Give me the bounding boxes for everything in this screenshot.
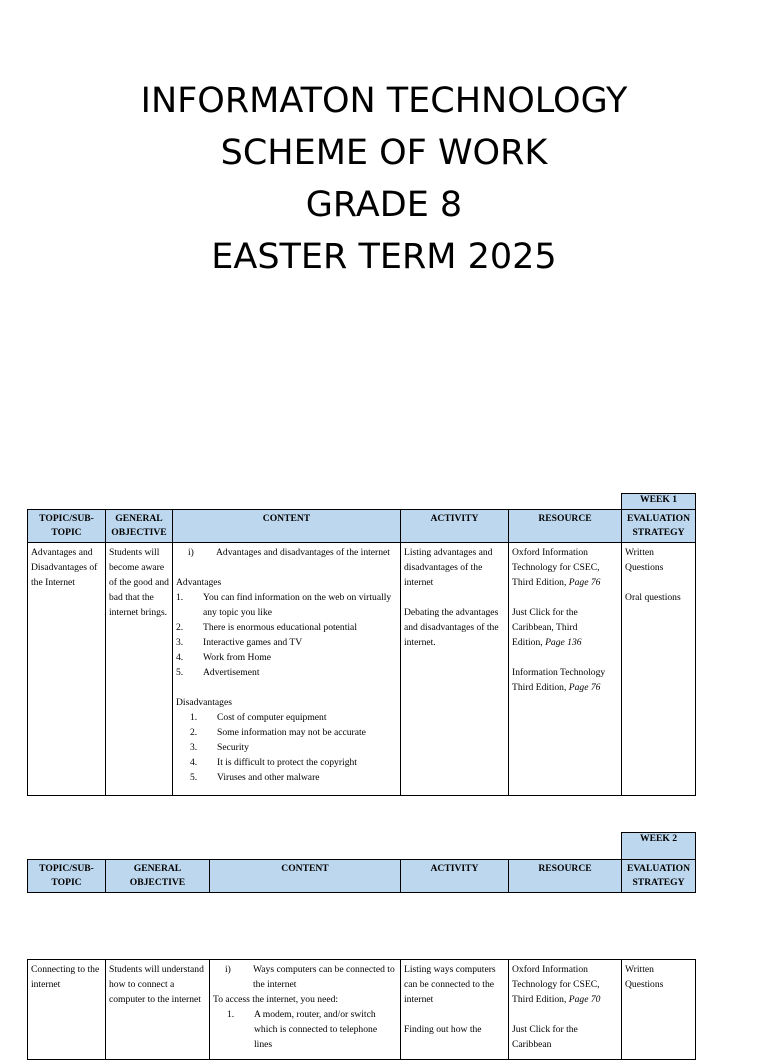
header-activity: ACTIVITY: [401, 860, 509, 893]
week2-header-row: [28, 860, 696, 893]
header-objective: GENERAL OBJECTIVE: [106, 510, 173, 543]
list-item: 2. Some information may not be accurate: [190, 727, 366, 738]
resource-item: Just Click for the Caribbean, Third Edition, Page 136: [512, 607, 582, 648]
list-item: 4. Work from Home: [176, 652, 271, 663]
content-heading: i) Advantages and disadvantages of the internet: [188, 547, 390, 558]
list-item: 2. There is enormous educational potential: [176, 622, 357, 633]
week1-evaluation: [622, 543, 696, 796]
header-resource: RESOURCE: [509, 860, 622, 893]
resource-item: Just Click for the Caribbean: [512, 1024, 578, 1050]
activity-item: Listing advantages and disadvantages of the internet: [404, 547, 493, 588]
week2-evaluation: Written Questions: [622, 960, 696, 1060]
header-evaluation: EVALUATION STRATEGY: [622, 860, 696, 893]
advantages-title: Advantages: [176, 577, 222, 588]
document-title: [0, 75, 768, 283]
week2-body-table: [27, 959, 696, 1060]
title-line-1: INFORMATON TECHNOLOGY: [140, 81, 628, 121]
header-evaluation: EVALUATION STRATEGY: [622, 510, 696, 543]
title-line-2: SCHEME OF WORK: [220, 133, 548, 173]
advantages-list: [176, 590, 397, 680]
week2-resource: [509, 960, 622, 1060]
week2-table: [27, 832, 696, 893]
header-content: CONTENT: [210, 860, 401, 893]
week1-label: WEEK 1: [622, 494, 696, 510]
content-heading: i) Ways computers can be connected to the internet: [225, 964, 395, 990]
header-topic: TOPIC/SUB-TOPIC: [28, 860, 106, 893]
header-content: CONTENT: [173, 510, 401, 543]
week2-activity: [401, 960, 509, 1060]
activity-item: Finding out how the: [404, 1024, 482, 1035]
header-topic: TOPIC/SUB-TOPIC: [28, 510, 106, 543]
resource-item: Oxford Information Technology for CSEC, Third Edition, Page 76: [512, 547, 601, 588]
resource-item: Oxford Information Technology for CSEC, Third Edition, Page 70: [512, 964, 601, 1005]
title-line-3: GRADE 8: [305, 185, 463, 225]
header-objective: GENERAL OBJECTIVE: [106, 860, 210, 893]
content-item: 1. A modem, router, and/or switch which is connected to telephone lines: [227, 1009, 378, 1050]
list-item: 5. Advertisement: [176, 667, 260, 678]
list-item: 3. Interactive games and TV: [176, 637, 303, 648]
week1-content: [173, 543, 401, 796]
header-activity: ACTIVITY: [401, 510, 509, 543]
week2-topic: Connecting to the internet: [28, 960, 106, 1060]
evaluation-item: Written Questions: [625, 547, 664, 573]
week1-resource: [509, 543, 622, 796]
week1-header-row: [28, 510, 696, 543]
disadvantages-list: [176, 710, 397, 785]
week1-table: [27, 493, 696, 796]
title-line-4: EASTER TERM 2025: [211, 237, 557, 277]
list-item: 1. Cost of computer equipment: [190, 712, 327, 723]
content-line: To access the internet, you need:: [213, 994, 339, 1005]
activity-item: Debating the advantages and disadvantages of the internet.: [404, 607, 499, 648]
week2-objective: Students will understand how to connect a computer to the internet: [106, 960, 210, 1060]
week1-topic: Advantages and Disadvantages of the Internet: [28, 543, 106, 796]
resource-item: Information Technology Third Edition, Page 76: [512, 667, 606, 693]
list-item: 3. Security: [190, 742, 249, 753]
week1-objective: Students will become aware of the good and bad that the internet brings.: [106, 543, 173, 796]
header-resource: RESOURCE: [509, 510, 622, 543]
week1-row: [28, 543, 696, 796]
activity-item: Listing ways computers can be connected to the internet: [404, 964, 496, 1005]
evaluation-item: Oral questions: [625, 592, 681, 603]
week2-row: [28, 960, 696, 1060]
disadvantages-title: Disadvantages: [176, 697, 232, 708]
week1-activity: [401, 543, 509, 796]
list-item: 1. You can find information on the web on virtually any topic you like: [176, 592, 392, 618]
list-item: 5. Viruses and other malware: [190, 772, 320, 783]
list-item: 4. It is difficult to protect the copyright: [190, 757, 357, 768]
week2-label: WEEK 2: [622, 833, 696, 860]
week2-content: [210, 960, 401, 1060]
